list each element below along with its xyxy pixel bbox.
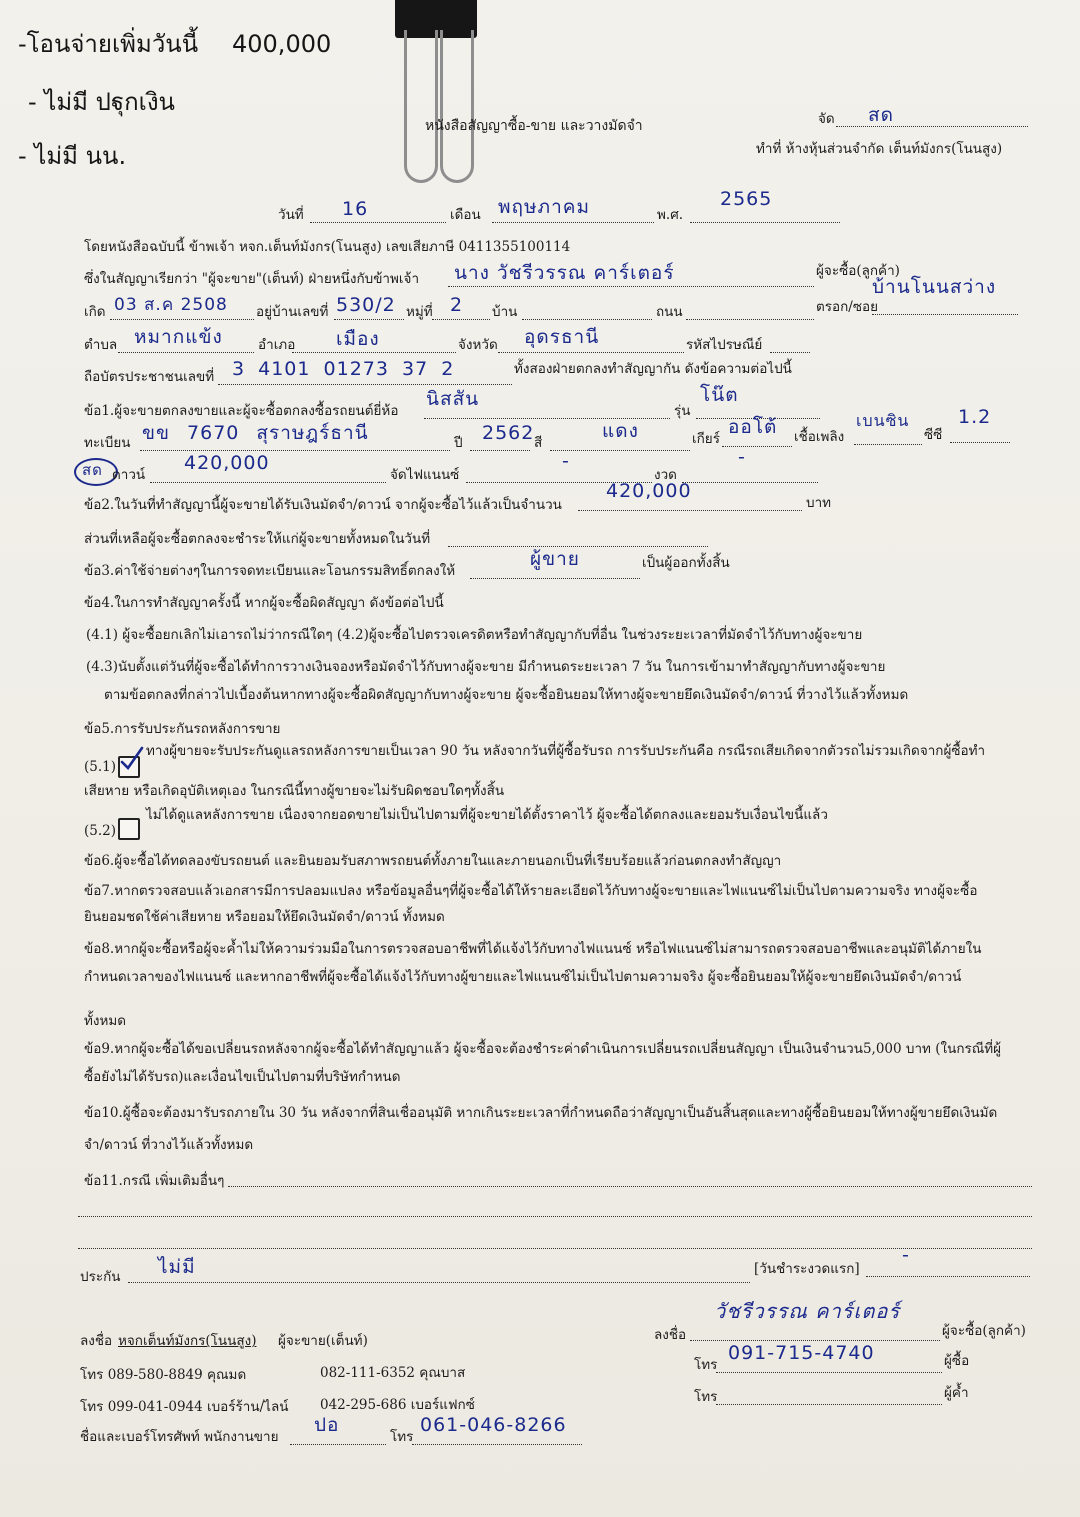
car-year-label: ปี xyxy=(454,435,463,451)
staff-label: ชื่อและเบอร์โทรศัพท์ พนักงานขาย xyxy=(80,1429,279,1445)
seller-name: หจกเต็นท์มังกร(โนนสูง) xyxy=(118,1333,257,1349)
c2-text: ข้อ2.ในวันที่ทำสัญญานี้ผู้จะขายได้รับเงินมัดจำ/ดาวน์ จากผู้จะซื้อไว้แล้วเป็นจำนวน xyxy=(84,497,562,513)
c5-2-checkbox[interactable] xyxy=(118,818,140,840)
cash-circle-text: สด xyxy=(82,461,103,479)
day-value: 16 xyxy=(342,198,369,220)
village-label: บ้าน xyxy=(492,304,518,320)
seller-sign-label: ลงชื่อ xyxy=(80,1333,113,1349)
car-color: แดง xyxy=(602,420,639,442)
buyer-role: ผู้จะซื้อ(ลูกค้า) xyxy=(942,1323,1026,1339)
c5-2-text: ไม่ได้ดูแลหลังการขาย เนื่องจากยอดขายไม่เป็นไปตามที่ผู้จะขายได้ตั้งราคาไว้ ผู้จะซื้อได้ตกลงและยอมรับเงื่อนไขนี้แล้ว xyxy=(146,807,828,823)
c3-suffix: เป็นผู้ออกทั้งสิ้น xyxy=(642,555,730,571)
zip-label: รหัสไปรษณีย์ xyxy=(686,337,763,353)
amphoe-value: เมือง xyxy=(336,328,380,350)
intro-line2b: ผู้จะซื้อ(ลูกค้า) xyxy=(816,263,900,279)
soi-label: ตรอก/ซอย xyxy=(816,299,879,315)
c4-3-text: (4.3)นับตั้งแต่วันที่ผู้จะซื้อได้ทำการวางเงินจองหรือมัดจำไว้กับทางผู้จะขาย มีกำหนดระยะเวลา 7 วัน ในการเข้ามาทำสัญญากับทางผู้จะขาย xyxy=(86,659,886,675)
staff-tel-label: โทร xyxy=(390,1429,414,1445)
contact-tel2: 082-111-6352 คุณบาส xyxy=(320,1365,466,1381)
model-label: รุ่น xyxy=(674,403,691,419)
price-value: 420,000 xyxy=(184,452,270,474)
c8-text-b: กำหนดเวลาของไฟแนนซ์ และหากอาชีพที่ผู้จะซื้อได้แจ้งไว้กับทางผู้ขายและไฟแนนซ์ไม่เป็นไปตามความจริง ผู้จะซื้อยินยอมให้ผู้จะขายยึดเงินมัดจำ/ดาวน์ xyxy=(84,969,962,985)
car-gear: ออโต้ xyxy=(728,416,778,438)
c2-unit: บาท xyxy=(806,495,832,511)
id-value: 3 4101 01273 37 2 xyxy=(232,358,455,380)
staff-tel: 061-046-8266 xyxy=(420,1414,567,1436)
check-mark-icon xyxy=(118,746,146,774)
type-label: จัด xyxy=(818,111,835,127)
finance-value: - xyxy=(562,450,570,472)
type-value: สด xyxy=(868,104,894,126)
buyer-signature: วัชรีวรรณ คาร์เตอร์ xyxy=(714,1299,901,1323)
installment-value: - xyxy=(738,446,746,468)
day-label: วันที่ xyxy=(278,207,304,223)
house-value: 530/2 xyxy=(336,294,396,316)
c3-value: ผู้ขาย xyxy=(530,548,580,570)
born-value: 03 ส.ค 2508 xyxy=(114,295,228,315)
moo-label: หมู่ที่ xyxy=(406,304,433,320)
car-plate: ขข 7670 สุราษฎร์ธานี xyxy=(142,422,369,444)
first-payment-value: - xyxy=(902,1244,910,1266)
c8-text-a: ข้อ8.หากผู้จะซื้อหรือผู้จะค้ำไม่ให้ความร่วมมือในการตรวจสอบอาชีพที่ได้แจ้งไว้กับทางไฟแนนซ์ หรือไฟแนนซ์ไม่สามารถตรวจสอบอาชีพและอนุมัติได้ภายใน xyxy=(84,941,982,957)
guarantor-tel-label: โทร xyxy=(694,1389,718,1405)
c7-text-b: ยินยอมชดใช้ค่าเสียหาย หรือยอมให้ยึดเงินมัดจำ/ดาวน์ ทั้งหมด xyxy=(84,909,445,925)
guarantor-role: ผู้ค้ำ xyxy=(944,1385,969,1401)
c4-1-text: (4.1) ผู้จะซื้อยกเลิกไม่เอารถไม่ว่ากรณีใดๆ (4.2)ผู้จะซื้อไปตรวจเครดิตหรือทำสัญญากับที่อื่น ในช่วงระยะเวลาที่มัดจำไว้กับทางผู้จะขาย xyxy=(86,627,863,643)
intro-line2a: ซึ่งในสัญญาเรียกว่า "ผู้จะขาย"(เต็นท์) ฝ่ายหนึ่งกับข้าพเจ้า xyxy=(84,271,420,287)
id-suffix: ทั้งสองฝ่ายตกลงทำสัญญากัน ดังข้อความต่อไปนี้ xyxy=(514,361,792,377)
c5-1-text-a: ทางผู้ขายจะรับประกันดูแลรถหลังการขายเป็นเวลา 90 วัน หลังจากวันที่ผู้ซื้อรับรถ การรับประกันคือ กรณีรถเสียเกิดจากตัวรถไม่รวมเกิดจากผู้ซื้อทำ xyxy=(146,743,986,759)
c9-text-b: ซื้อยังไม่ได้รับรถ)และเงื่อนไขเป็นไปตามที่บริษัทกำหนด xyxy=(84,1069,401,1085)
insurance-value: ไม่มี xyxy=(158,1256,196,1278)
contact-tel4: 042-295-686 เบอร์แฟกซ์ xyxy=(320,1397,475,1413)
car-brand: นิสสัน xyxy=(426,388,480,410)
tambon-label: ตำบล xyxy=(84,337,118,353)
car-model: โน๊ต xyxy=(700,384,739,406)
house-label: อยู่บ้านเลขที่ xyxy=(256,304,329,320)
gear-label: เกียร์ xyxy=(692,431,720,447)
first-payment-label: [วันชำระงวดแรก] xyxy=(754,1261,860,1277)
buyer-tel-label: โทร xyxy=(694,1357,718,1373)
price-label: ดาวน์ xyxy=(112,467,146,483)
c10-text-a: ข้อ10.ผู้ซื้อจะต้องมารับรถภายใน 30 วัน หลังจากที่สินเชื่ออนุมัติ หากเกินระยะเวลาที่กำหนดถือว่าสัญญาเป็นอันสิ้นสุดและทางผู้ซื้อยินยอมให้ทางผู้ขายยึดเงินมัด xyxy=(84,1105,998,1121)
buyer-sign-label: ลงชื่อ xyxy=(654,1327,687,1343)
moo-value: 2 xyxy=(450,294,464,316)
clip-wire-left xyxy=(404,30,438,183)
note-amount: 400,000 xyxy=(232,30,332,58)
c7-text-a: ข้อ7.หากตรวจสอบแล้วเอกสารมีการปลอมแปลง หรือข้อมูลอื่นๆที่ผู้จะซื้อได้ให้รายละเอียดไว้กับทางผู้จะขายและไฟแนนซ์ไม่เป็นไปตามความจริง ทางผู้จะซื้อ xyxy=(84,883,978,899)
car-cc: 1.2 xyxy=(958,406,992,428)
road-label: ถนน xyxy=(656,304,683,320)
province-label: จังหวัด xyxy=(458,337,498,353)
c6-text: ข้อ6.ผู้จะซื้อได้ทดลองขับรถยนต์ และยินยอมรับสภาพรถยนต์ทั้งภายในและภายนอกเป็นที่เรียบร้อยแล้วก่อนตกลงทำสัญญา xyxy=(84,853,782,869)
c3-text: ข้อ3.ค่าใช้จ่ายต่างๆในการจดทะเบียนและโอนกรรมสิทธิ์ตกลงให้ xyxy=(84,563,456,579)
place: ทำที่ ห้างหุ้นส่วนจำกัด เต็นท์มังกร(โนนสูง) xyxy=(756,141,1003,157)
c5-1-text-b: เสียหาย หรือเกิดอุบัติเหตุเอง ในกรณีนี้ทางผู้ขายจะไม่รับผิดชอบใดๆทั้งสิ้น xyxy=(84,783,505,799)
buyer-name: นาง วัชรีวรรณ คาร์เตอร์ xyxy=(454,262,675,284)
province-value: อุดรธานี xyxy=(524,326,600,348)
document-title: หนังสือสัญญาซื้อ-ขาย และวางมัดจำ xyxy=(425,118,643,134)
staff-name: ปอ xyxy=(314,1414,340,1436)
cc-label: ซีซี xyxy=(924,427,943,443)
month-label: เดือน xyxy=(450,207,481,223)
seller-role: ผู้จะขาย(เต็นท์) xyxy=(278,1333,368,1349)
fuel-label: เชื้อเพลิง xyxy=(794,429,845,445)
c5-text: ข้อ5.การรับประกันรถหลังการขาย xyxy=(84,721,281,737)
c8-text-c: ทั้งหมด xyxy=(84,1013,127,1029)
month-value: พฤษภาคม xyxy=(498,196,590,218)
note-line2: - ไม่มี ปฐุกเงิน xyxy=(28,88,175,116)
born-label: เกิด xyxy=(84,304,106,320)
c4-text: ข้อ4.ในการทำสัญญาครั้งนี้ หากผู้จะซื้อผิดสัญญา ดังข้อต่อไปนี้ xyxy=(84,595,444,611)
insurance-label: ประกัน xyxy=(80,1269,121,1285)
c11-text: ข้อ11.กรณี เพิ่มเติมอื่นๆ xyxy=(84,1173,225,1189)
c2-amount: 420,000 xyxy=(606,480,692,502)
c1-label: ข้อ1.ผู้จะขายตกลงขายและผู้จะซื้อตกลงซื้อรถยนต์ยี่ห้อ xyxy=(84,403,399,419)
car-year: 2562 xyxy=(482,422,535,444)
c10-text-b: จำ/ดาวน์ ที่วางไว้แล้วทั้งหมด xyxy=(84,1137,254,1153)
soi-value: บ้านโนนสว่าง xyxy=(872,276,997,298)
c9-text-a: ข้อ9.หากผู้จะซื้อได้ขอเปลี่ยนรถหลังจากผู้จะซื้อได้ทำสัญญาแล้ว ผู้จะซื้อจะต้องชำระค่าดำเนินการเปลี่ยนรถเปลี่ยนสัญญา เป็นเงินจำนวน5,000 บาท (ในกรณีที่ผู้ xyxy=(84,1041,1002,1057)
c4-4-text: ตามข้อตกลงที่กล่าวไปเบื้องต้นหากทางผู้จะซื้อผิดสัญญากับทางผู้จะขาย ผู้จะซื้อยินยอมให้ทางผู้จะขายยึดเงินมัดจำ/ดาวน์ ที่วางไว้แล้วทั้งหมด xyxy=(104,687,909,703)
note-transfer: -โอนจ่ายเพิ่มวันนี้ xyxy=(18,30,199,58)
amphoe-label: อำเภอ xyxy=(258,337,296,353)
note-line3: - ไม่มี นน. xyxy=(18,142,127,170)
year-label: พ.ศ. xyxy=(657,207,684,223)
buyer-tel: 091-715-4740 xyxy=(728,1342,875,1364)
year-value: 2565 xyxy=(720,188,773,210)
finance-label: จัดไฟแนนซ์ xyxy=(390,467,460,483)
car-fuel: เบนซิน xyxy=(856,411,910,430)
buyer-tel-role: ผู้ซื้อ xyxy=(944,1353,970,1369)
clip-wire-right xyxy=(440,30,474,183)
c5-1-checkbox[interactable] xyxy=(118,756,140,778)
intro-line1: โดยหนังสือฉบับนี้ ข้าพเจ้า หจก.เต็นท์มังกร(โนนสูง) เลขเสียภาษี 0411355100114 xyxy=(84,239,571,255)
contact-tel1: โทร 089-580-8849 คุณมด xyxy=(80,1367,247,1383)
id-label: ถือบัตรประชาชนเลขที่ xyxy=(84,369,215,385)
installment-label: งวด xyxy=(654,467,677,483)
tambon-value: หมากแข้ง xyxy=(134,326,223,348)
c5-1-label: (5.1) xyxy=(84,759,117,775)
c5-2-label: (5.2) xyxy=(84,823,117,839)
contact-tel3: โทร 099-041-0944 เบอร์ร้าน/ไลน์ xyxy=(80,1399,289,1415)
plate-label: ทะเบียน xyxy=(84,435,131,451)
car-color-label: สี xyxy=(534,435,543,451)
c2-remaining: ส่วนที่เหลือผู้จะซื้อตกลงจะชำระให้แก่ผู้จะขายทั้งหมดในวันที่ xyxy=(84,531,431,547)
